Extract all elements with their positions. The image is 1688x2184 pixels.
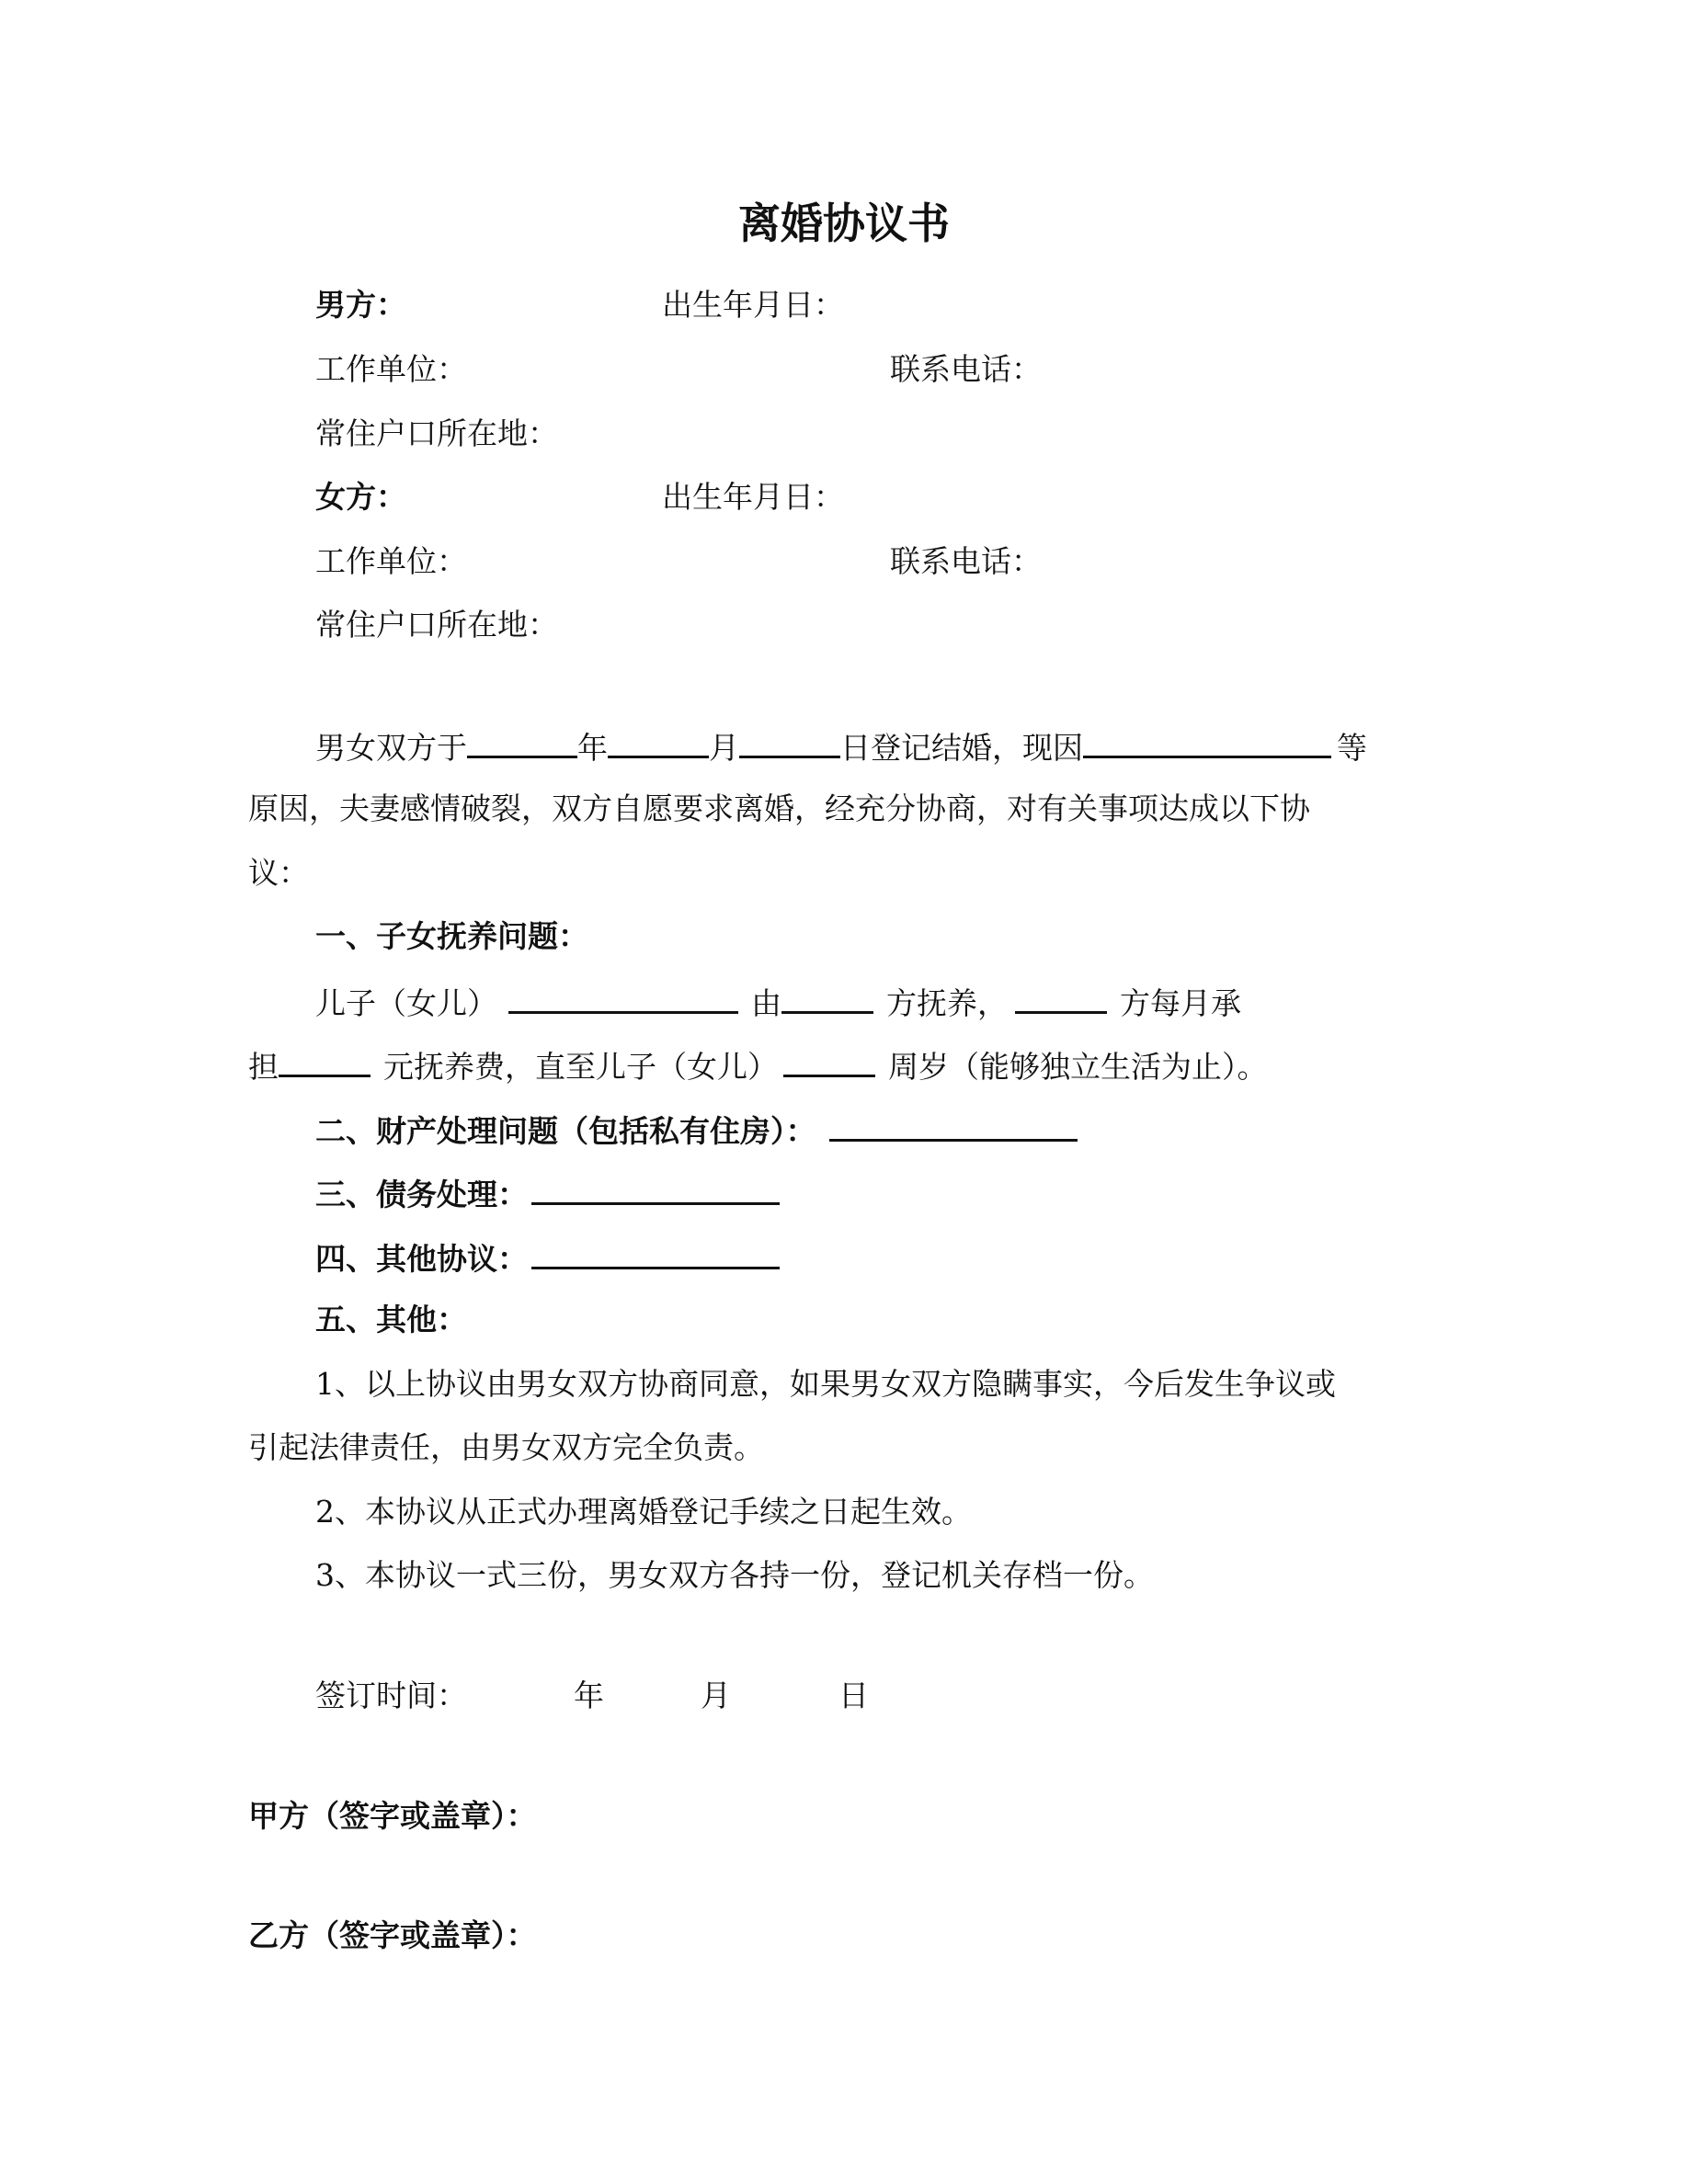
female-residence-label: 常住户口所在地： <box>315 607 558 643</box>
intro-text-b: 日登记结婚，现因 <box>840 730 1083 766</box>
intro-month: 月 <box>709 730 739 766</box>
intro-year: 年 <box>577 730 608 766</box>
section4-heading: 四、其他协议： <box>315 1241 528 1277</box>
male-work-label: 工作单位： <box>315 351 467 387</box>
marriage-year-blank[interactable] <box>467 724 577 758</box>
signing-day: 日 <box>838 1678 869 1713</box>
marriage-day-blank[interactable] <box>739 724 840 758</box>
section1-text-a: 儿子（女儿） <box>315 985 497 1021</box>
male-birth-label: 出生年月日： <box>662 287 844 323</box>
section1-line-2 <box>248 1043 1268 1088</box>
support-age-blank[interactable] <box>783 1043 875 1077</box>
section5-heading: 五、其他： <box>315 1302 467 1337</box>
section1-heading: 一、子女抚养问题： <box>315 918 588 954</box>
section2-heading: 二、财产处理问题（包括私有住房）： <box>315 1113 816 1149</box>
property-blank[interactable] <box>829 1108 1078 1142</box>
male-label: 男方： <box>315 287 406 323</box>
section1-text-b: 由 <box>751 985 781 1021</box>
party-b-signature-label: 乙方（签字或盖章）： <box>248 1917 537 1953</box>
intro-deng: 等 <box>1337 730 1367 766</box>
female-work-label: 工作单位： <box>315 543 467 579</box>
section5-item3: 3、本协议一式三份，男女双方各持一份，登记机关存档一份。 <box>315 1557 1154 1593</box>
section3-line <box>315 1171 780 1216</box>
section1-text-g: 周岁（能够独立生活为止）。 <box>888 1049 1268 1085</box>
signing-year: 年 <box>574 1678 604 1713</box>
support-party-blank[interactable] <box>1015 980 1107 1014</box>
debt-blank[interactable] <box>531 1171 780 1205</box>
party-a-signature-label: 甲方（签字或盖章）： <box>248 1798 537 1834</box>
female-label: 女方： <box>315 479 406 515</box>
reason-blank[interactable] <box>1083 724 1331 758</box>
section4-line <box>315 1235 780 1280</box>
female-birth-label: 出生年月日： <box>662 479 844 515</box>
document-title: 离婚协议书 <box>738 199 950 248</box>
intro-line-2: 原因，夫妻感情破裂，双方自愿要求离婚，经充分协商，对有关事项达成以下协 <box>248 791 1310 826</box>
section1-text-e: 担 <box>248 1049 279 1085</box>
child-name-blank[interactable] <box>508 980 738 1014</box>
signing-label: 签订时间： <box>315 1678 467 1713</box>
male-residence-label: 常住户口所在地： <box>315 415 558 451</box>
female-phone-label: 联系电话： <box>890 543 1042 579</box>
custody-party-blank[interactable] <box>781 980 873 1014</box>
marriage-month-blank[interactable] <box>608 724 709 758</box>
section5-item2: 2、本协议从正式办理离婚登记手续之日起生效。 <box>315 1494 972 1530</box>
section1-text-c: 方抚养， <box>886 985 1008 1021</box>
support-amount-blank[interactable] <box>279 1043 371 1077</box>
section1-text-d: 方每月承 <box>1120 985 1241 1021</box>
intro-line-3: 议： <box>248 855 309 891</box>
intro-line-1 <box>315 724 1367 769</box>
section2-line <box>315 1108 1078 1153</box>
intro-text-a: 男女双方于 <box>315 730 467 766</box>
male-phone-label: 联系电话： <box>890 351 1042 387</box>
section5-item1-line2: 引起法律责任，由男女双方完全负责。 <box>248 1429 764 1465</box>
section1-text-f: 元抚养费，直至儿子（女儿） <box>383 1049 778 1085</box>
signing-month: 月 <box>701 1678 731 1713</box>
section3-heading: 三、债务处理： <box>315 1177 528 1212</box>
section5-item1-line1: 1、以上协议由男女双方协商同意，如果男女双方隐瞒事实，今后发生争议或 <box>315 1366 1336 1402</box>
section1-line-1 <box>315 980 1241 1025</box>
other-agreement-blank[interactable] <box>531 1235 780 1269</box>
